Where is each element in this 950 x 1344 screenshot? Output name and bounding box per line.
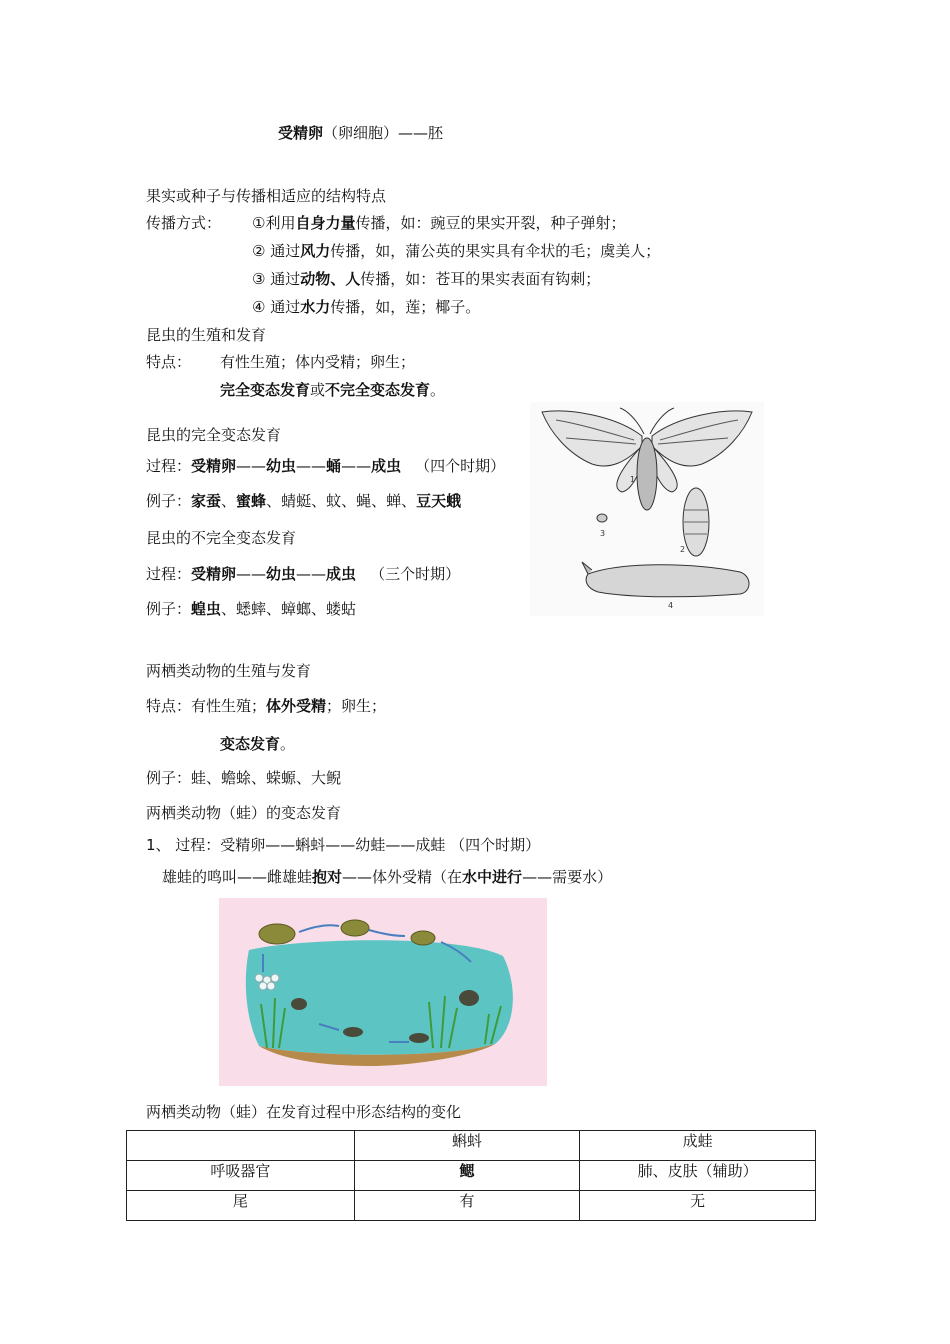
insect-section-title: 昆虫的生殖和发育 — [146, 326, 267, 344]
dispersal-label: 传播方式： — [146, 214, 222, 232]
dispersal-item-3: ③ 通过动物、人传播，如：苍耳的果实表面有钩刺； — [252, 270, 601, 288]
complete-examples: 例子：家蚕、蜜蜂、蜻蜓、蚊、蝇、蝉、豆天蛾 — [146, 492, 462, 510]
table-title: 两栖类动物（蛙）在发育过程中形态结构的变化 — [146, 1103, 462, 1121]
insect-development-types: 完全变态发育或不完全变态发育。 — [220, 381, 446, 399]
table-cell: 肺、皮肤（辅助） — [580, 1161, 816, 1191]
egg-label-3: 3 — [600, 529, 606, 538]
frog-metamorphosis-title: 两栖类动物（蛙）的变态发育 — [146, 804, 342, 822]
dispersal-item-1: ①利用自身力量传播，如：豌豆的果实开裂，种子弹射； — [252, 214, 626, 232]
frog-comparison-table — [126, 1130, 816, 1221]
incomplete-metamorphosis-title: 昆虫的不完全变态发育 — [146, 529, 297, 547]
complete-process: 过程：受精卵——幼虫——蛹——成虫 （四个时期） — [146, 457, 506, 475]
complete-metamorphosis-title: 昆虫的完全变态发育 — [146, 426, 282, 444]
table-cell: 尾 — [127, 1191, 355, 1221]
frog-process: 1、 过程：受精卵——蝌蚪——幼蛙——成蛙 （四个时期） — [146, 836, 541, 854]
insect-feature-label: 特点： — [146, 353, 192, 371]
heading-fertilized-egg: 受精卵（卵细胞）——胚 — [278, 124, 444, 142]
insect-feature-text: 有性生殖；体内受精；卵生； — [220, 353, 416, 371]
larva-label-4: 4 — [668, 601, 674, 610]
table-cell: 呼吸器官 — [127, 1161, 355, 1191]
amphibian-section-title: 两栖类动物的生殖与发育 — [146, 662, 312, 680]
table-cell: 有 — [354, 1191, 580, 1221]
table-header-row — [127, 1131, 816, 1161]
egg-image — [597, 514, 607, 522]
pupa-image — [683, 488, 709, 556]
table-header-cell: 成蛙 — [580, 1131, 816, 1161]
amphibian-feature: 特点：有性生殖；体外受精；卵生； — [146, 697, 387, 715]
pupa-label-2: 2 — [680, 545, 686, 554]
moth-label-1: 1 — [630, 475, 636, 484]
dispersal-item-4: ④ 通过水力传播，如，莲；椰子。 — [252, 298, 481, 316]
table-cell: 无 — [580, 1191, 816, 1221]
table-header-cell — [127, 1131, 355, 1161]
table-row — [127, 1161, 816, 1191]
table-header-cell: 蝌蚪 — [354, 1131, 580, 1161]
frog-life-cycle-illustration — [219, 898, 547, 1086]
frog-mating-line: 雄蛙的鸣叫——雌雄蛙抱对——体外受精（在水中进行——需要水） — [162, 868, 613, 886]
incomplete-process: 过程：受精卵——幼虫——成虫 （三个时期） — [146, 565, 461, 583]
amphibian-examples: 例子：蛙、蟾蜍、蝾螈、大鲵 — [146, 769, 342, 787]
dispersal-item-2: ② 通过风力传播，如，蒲公英的果实具有伞状的毛；虞美人； — [252, 242, 661, 260]
amphibian-development: 变态发育。 — [220, 735, 296, 753]
table-row — [127, 1191, 816, 1221]
moth-life-cycle-illustration — [530, 402, 764, 616]
incomplete-examples: 例子：蝗虫、蟋蟀、蟑螂、蝼蛄 — [146, 600, 357, 618]
seed-section-title: 果实或种子与传播相适应的结构特点 — [146, 187, 387, 205]
table-cell: 鳃 — [354, 1161, 580, 1191]
